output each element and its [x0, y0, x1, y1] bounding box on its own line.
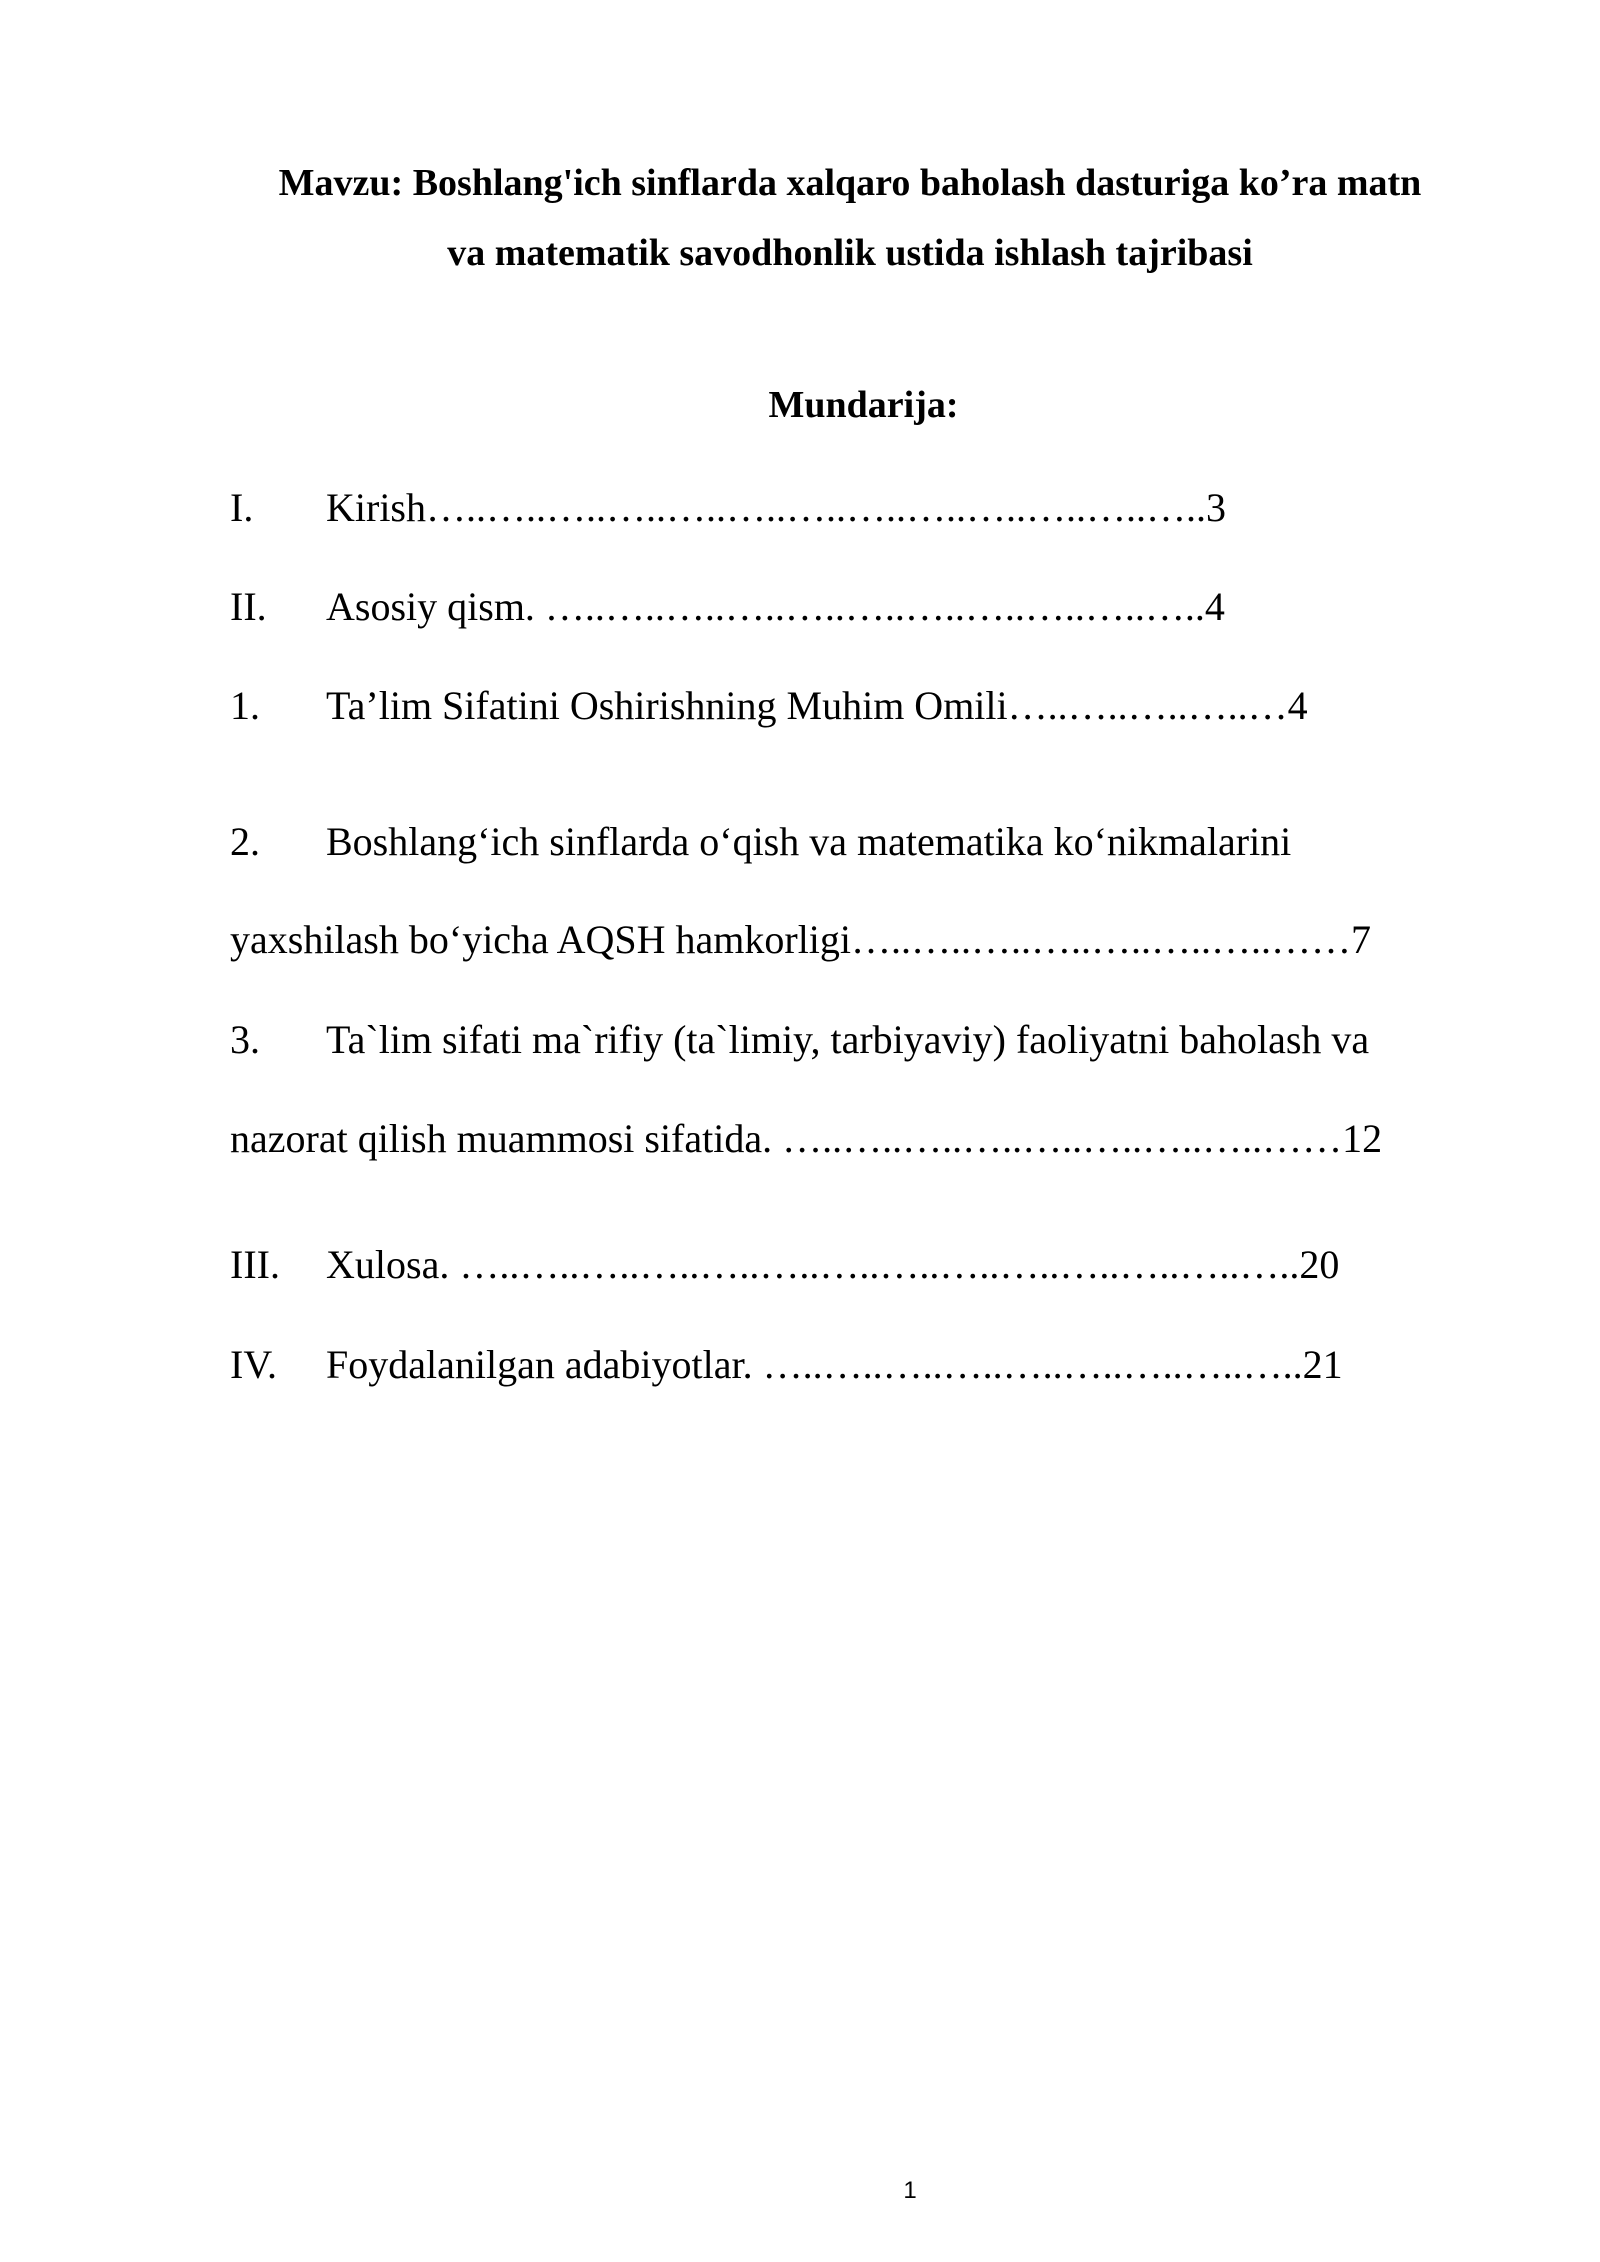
toc-entry-number: III. [230, 1242, 280, 1287]
toc-entry-text: Foydalanilgan adabiyotlar. …..…..…..…..…..…..…..…..…..21 [326, 1342, 1343, 1387]
toc-entry-text: Ta`lim sifati ma`rifiy (ta`limiy, tarbiyaviy) faoliyatni baholash va [326, 1017, 1370, 1062]
toc-entry-number: 2. [230, 819, 260, 864]
toc-entry-text: Boshlang‘ich sinflarda o‘qish va matematika ko‘nikmalarini [326, 819, 1292, 864]
toc-entry-3-continuation: nazorat qilish muammosi sifatida. …..…..…..…..…..…..…..…..……12 [230, 1116, 1383, 1161]
toc-entry-text: Kirish…..…..…..…..…..…..…..…..…..…..…..…..…..3 [326, 485, 1226, 530]
toc-entry-number: II. [230, 584, 267, 629]
toc-entry-text: Asosiy qism. …..…..…..…..…..…..…..…..…..…..…..4 [326, 584, 1225, 629]
toc-entry-number: 3. [230, 1017, 260, 1062]
toc-heading: Mundarija: [768, 384, 959, 426]
toc-entry-text: Xulosa. …..…..…..…..…..…..…..…..…..…..…..…..…..…..20 [326, 1242, 1340, 1287]
page-title-line-2: va matematik savodhonlik ustida ishlash tajribasi [447, 232, 1253, 274]
toc-entry-number: I. [230, 485, 254, 530]
toc-entry-number: IV. [230, 1342, 278, 1387]
page-number: 1 [903, 2177, 917, 2204]
toc-entry-2-continuation: yaxshilash bo‘yicha AQSH hamkorligi…..…..…..…..…..…..…..……7 [230, 917, 1372, 962]
page-title [200, 148, 1500, 288]
toc-entry-number: 1. [230, 683, 260, 728]
toc-entry-text: Ta’lim Sifatini Oshirishning Muhim Omili…..…..…..…..…4 [326, 683, 1308, 728]
page-title-line-1: Mavzu: Boshlang'ich sinflarda xalqaro baholash dasturiga ko’ra matn [278, 162, 1422, 204]
